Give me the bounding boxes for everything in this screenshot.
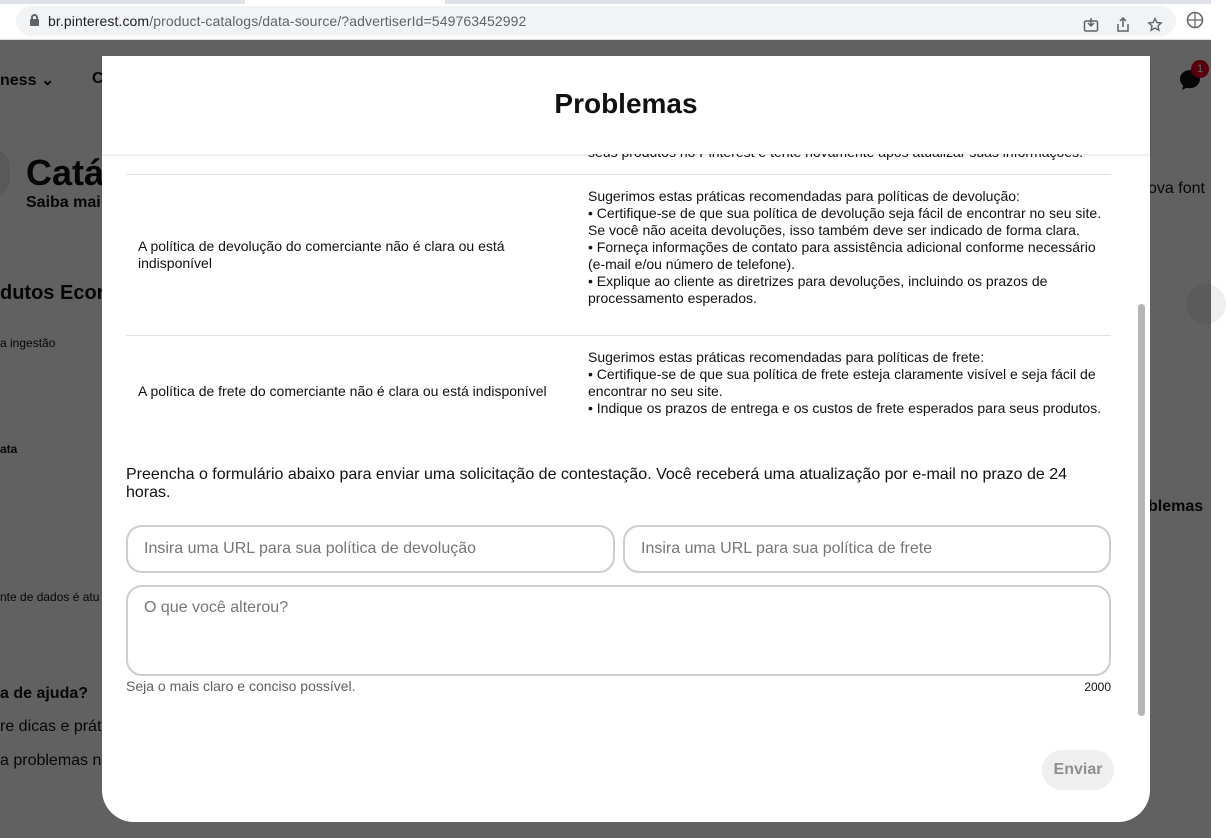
modal-header bbox=[102, 56, 1150, 154]
address-bar[interactable] bbox=[16, 6, 1176, 36]
fix-line: • Forneça informações de contato para assistência adicional conforme necessário (e-mail e/ou número de telefone). bbox=[588, 239, 1096, 272]
submit-button[interactable]: Enviar bbox=[1042, 750, 1114, 790]
character-counter: 2000 bbox=[1084, 680, 1111, 694]
share-icon[interactable] bbox=[1114, 17, 1132, 35]
table-row bbox=[126, 336, 1111, 446]
dispute-intro-text: Preencha o formulário abaixo para enviar uma solicitação de contestação. Você receberá uma atualização por e-mail no prazo de 24 horas. bbox=[126, 466, 1067, 501]
row-issue: A política de frete do comerciante não é clara ou está indisponível bbox=[138, 383, 547, 399]
row-fix bbox=[588, 188, 1103, 307]
shipping-policy-url-input[interactable] bbox=[623, 525, 1111, 573]
return-policy-url-input[interactable] bbox=[126, 525, 615, 573]
fix-line: Sugerimos estas práticas recomendadas para políticas de frete: bbox=[588, 349, 985, 365]
problems-modal bbox=[102, 56, 1150, 822]
tab-strip bbox=[0, 0, 1211, 4]
modal-title: Problemas bbox=[554, 88, 698, 119]
bookmark-star-icon[interactable] bbox=[1146, 17, 1164, 35]
active-tab[interactable] bbox=[245, 0, 445, 4]
fix-line: • Certifique-se de que sua política de frete esteja claramente visível e seja fácil de encontrar no seu site. bbox=[588, 366, 1096, 399]
changes-textarea[interactable] bbox=[126, 585, 1111, 676]
helper-text: Seja o mais claro e conciso possível. bbox=[126, 678, 356, 694]
url-host: br.pinterest.com bbox=[48, 13, 150, 29]
extensions-icon[interactable] bbox=[1186, 11, 1204, 29]
lock-icon[interactable] bbox=[30, 14, 39, 27]
url-text[interactable] bbox=[48, 13, 526, 29]
fix-line: • Indique os prazos de entrega e os custos de frete esperados para seus produtos. bbox=[588, 400, 1102, 416]
modal-body[interactable] bbox=[102, 154, 1150, 734]
modal-scrollbar[interactable] bbox=[1138, 304, 1145, 716]
browser-toolbar bbox=[0, 0, 1211, 40]
row-fix bbox=[588, 349, 1103, 417]
fix-line: • Certifique-se de que sua política de devolução seja fácil de encontrar no seu site. Se você não aceita devoluções, isso também deve ser indicado de forma clara. bbox=[588, 205, 1102, 238]
url-path: /product-catalogs/data-source/?advertiserId=549763452992 bbox=[149, 13, 527, 29]
fix-line: Sugerimos estas práticas recomendadas para políticas de devolução: bbox=[588, 188, 1020, 204]
row-issue: A política de devolução do comerciante não é clara ou está indisponível bbox=[138, 238, 505, 271]
table-row bbox=[126, 175, 1111, 336]
install-app-icon[interactable] bbox=[1082, 17, 1100, 35]
fix-line: • Explique ao cliente as diretrizes para devoluções, incluindo os prazos de processamento esperados. bbox=[588, 273, 1048, 306]
